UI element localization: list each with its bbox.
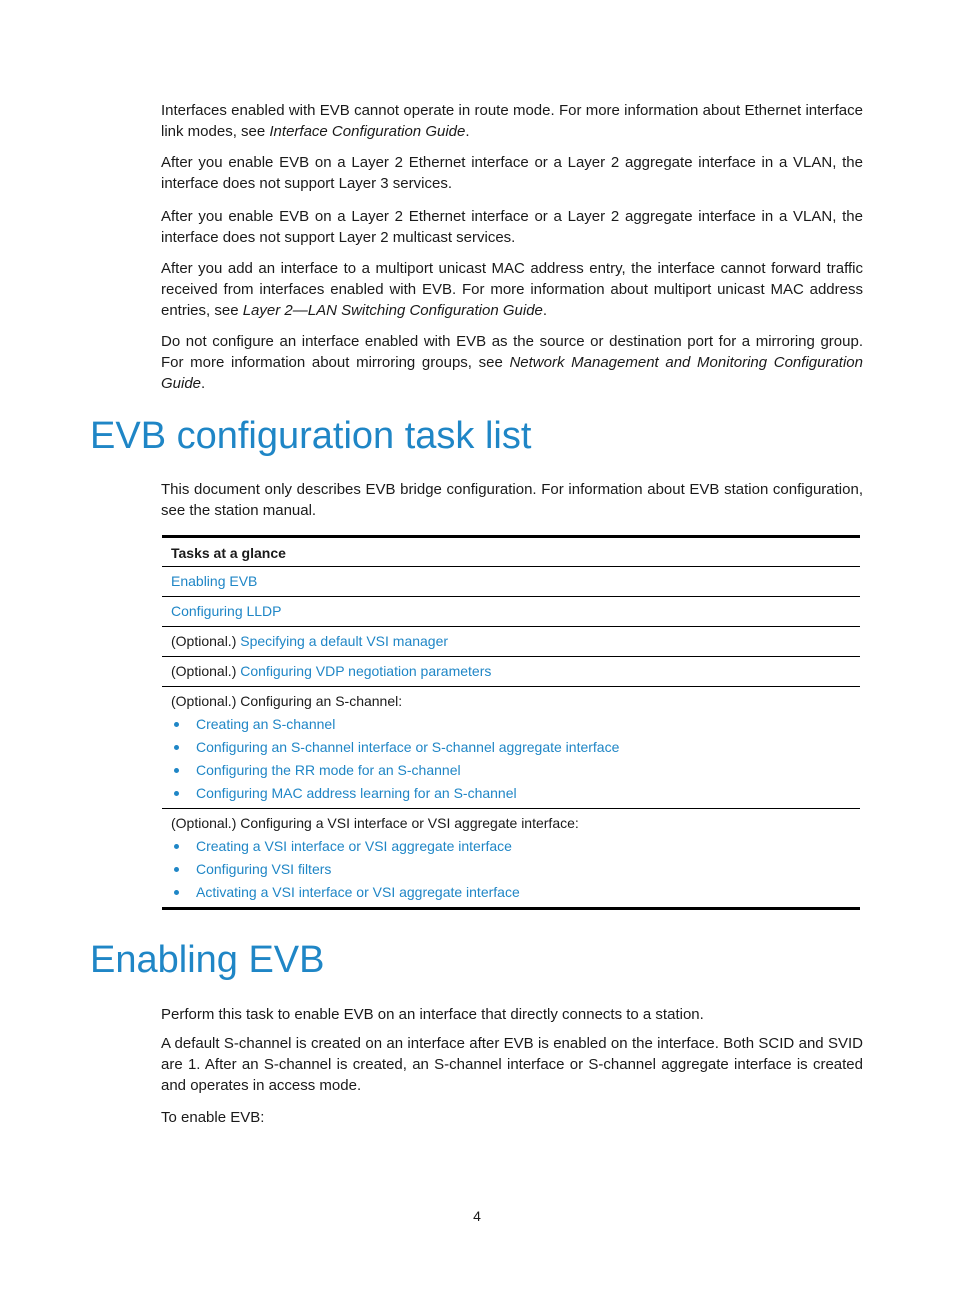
table-row-s-channel [162, 687, 860, 809]
table-row [162, 597, 860, 627]
bullet-icon [174, 791, 179, 796]
tasks-table [162, 535, 860, 910]
list-item [171, 736, 860, 759]
table-row-vsi [162, 809, 860, 907]
bullet-icon [174, 844, 179, 849]
page-number: 4 [473, 1208, 481, 1224]
section-heading-enabling-evb: Enabling EVB [90, 939, 325, 981]
link-creating-vsi-interface[interactable]: Creating a VSI interface or VSI aggregate interface [196, 838, 512, 854]
table-row [162, 627, 860, 657]
section-heading-task-list: EVB configuration task list [90, 415, 532, 457]
table-row [162, 567, 860, 597]
paragraph-layer2-multicast: After you enable EVB on a Layer 2 Ethernet interface or a Layer 2 aggregate interface in a VLAN, the interface does not support Layer 2 multicast services. [161, 208, 863, 246]
bullet-icon [174, 745, 179, 750]
bullet-icon [174, 867, 179, 872]
link-rr-mode[interactable]: Configuring the RR mode for an S-channel [196, 762, 461, 778]
list-item [171, 881, 860, 904]
table-row [162, 657, 860, 687]
optional-label: (Optional.) [171, 663, 241, 679]
link-mac-learning[interactable]: Configuring MAC address learning for an S-channel [196, 785, 517, 801]
table-header: Tasks at a glance [162, 538, 860, 567]
list-item [171, 835, 860, 858]
paragraph-default-s-channel: A default S-channel is created on an interface after EVB is enabled on the interface. Both SCID and SVID are 1. After an S-channel is created, an S-channel interface or S-channel aggregate interface is created and operates in access mode. [161, 1035, 863, 1094]
bullet-icon [174, 722, 179, 727]
link-configuring-lldp[interactable]: Configuring LLDP [171, 603, 282, 619]
list-item [171, 759, 860, 782]
optional-label: (Optional.) [171, 633, 241, 649]
link-default-vsi-manager[interactable]: Specifying a default VSI manager [240, 633, 449, 649]
link-activating-vsi[interactable]: Activating a VSI interface or VSI aggregate interface [196, 884, 520, 900]
list-item [171, 858, 860, 881]
paragraph-perform-task: Perform this task to enable EVB on an interface that directly connects to a station. [161, 1006, 704, 1023]
link-s-channel-interface[interactable]: Configuring an S-channel interface or S-channel aggregate interface [196, 739, 620, 755]
section-intro: This document only describes EVB bridge configuration. For information about EVB station configuration, see the station manual. [161, 481, 863, 519]
bullet-icon [174, 768, 179, 773]
bullet-icon [174, 890, 179, 895]
group-title: (Optional.) Configuring an S-channel: [171, 693, 403, 709]
link-enabling-evb[interactable]: Enabling EVB [171, 573, 258, 589]
link-creating-s-channel[interactable]: Creating an S-channel [196, 716, 336, 732]
paragraph-layer3: After you enable EVB on a Layer 2 Ethernet interface or a Layer 2 aggregate interface in a VLAN, the interface does not support Layer 3 services. [161, 154, 863, 192]
list-item [171, 713, 860, 736]
paragraph-to-enable: To enable EVB: [161, 1109, 265, 1126]
group-title: (Optional.) Configuring a VSI interface or VSI aggregate interface: [171, 815, 579, 831]
link-vdp-negotiation[interactable]: Configuring VDP negotiation parameters [240, 663, 492, 679]
paragraph-route-mode: Interfaces enabled with EVB cannot operate in route mode. For more information about Ethernet interface link modes, see Interface Configuration Guide. [161, 102, 863, 140]
paragraph-multiport-mac: After you add an interface to a multiport unicast MAC address entry, the interface cannot forward traffic received from interfaces enabled with EVB. For more information about multiport unicast MAC address entries, see Layer 2—LAN Switching Configuration Guide. [161, 260, 863, 319]
list-item [171, 782, 860, 805]
link-vsi-filters[interactable]: Configuring VSI filters [196, 861, 332, 877]
paragraph-mirroring: Do not configure an interface enabled with EVB as the source or destination port for a mirroring group. For more information about mirroring groups, see Network Management and Monitoring Configuration Guide. [161, 333, 863, 392]
